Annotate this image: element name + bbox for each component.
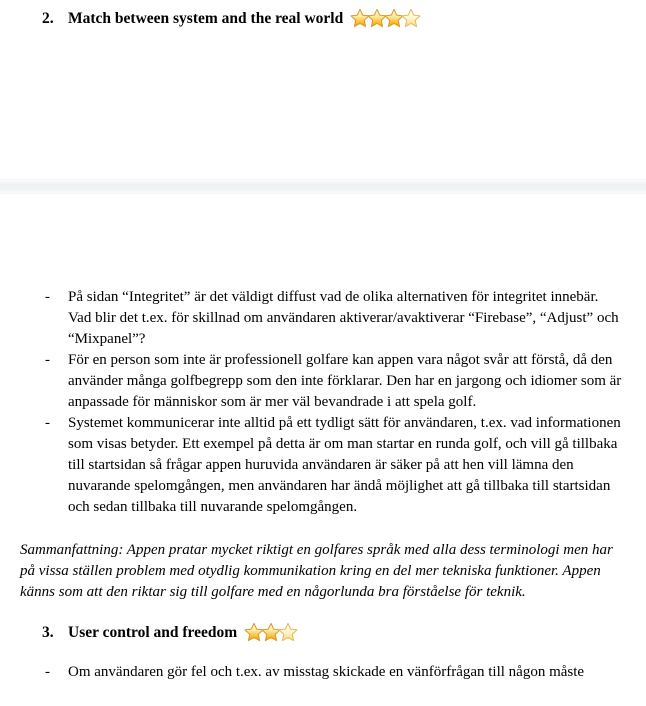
heuristic-3-findings-list bbox=[0, 662, 646, 683]
star-rating bbox=[350, 8, 418, 28]
heading-title: Match between system and the real world bbox=[68, 10, 344, 27]
star-icon bbox=[401, 8, 421, 28]
summary-paragraph: Sammanfattning: Appen pratar mycket riktigt en golfares språk med alla dess terminologi men har på vissa ställen problem med otydlig kommunikation kring en del mer tekniska funktioner. Appen känns som att den riktar sig till golfare med en någorlunda bra förståelse för teknik. bbox=[20, 542, 613, 600]
list-item bbox=[45, 287, 646, 350]
heading-number: 2. bbox=[42, 10, 54, 27]
bullet-dash: - bbox=[45, 664, 50, 680]
heuristic-2-findings-list bbox=[0, 287, 646, 518]
bullet-text: På sidan “Integritet” är det väldigt diffust vad de olika alternativen för integritet innebär. Vad blir det t.ex. för skillnad om användaren aktiverar/avaktiverar “Firebase”, “Adjust” och “Mixpanel”? bbox=[68, 289, 619, 347]
page-break-divider bbox=[0, 179, 646, 194]
heading-title: User control and freedom bbox=[68, 624, 238, 641]
list-item bbox=[45, 350, 646, 413]
list-item bbox=[45, 662, 646, 683]
star-icon bbox=[278, 622, 298, 642]
heuristic-3-heading bbox=[0, 622, 646, 644]
bullet-dash: - bbox=[45, 352, 50, 368]
bullet-dash: - bbox=[45, 415, 50, 431]
page-1-fragment bbox=[0, 0, 646, 30]
bullet-text: Systemet kommunicerar inte alltid på ett tydligt sätt för användaren, t.ex. vad informationen som visas betyder. Ett exempel på detta är om man startar en runda golf, och vill gå tillbaka till startsidan så frågar appen huruvida användaren är säker på att hen vill lämna den nuvarande spelomgången, men användaren har ändå möjlighet att gå tillbaka till startsidan och sedan tillbaka till nuvarande spelomgången. bbox=[68, 415, 621, 515]
bullet-dash: - bbox=[45, 289, 50, 305]
star-rating bbox=[244, 622, 295, 642]
list-item bbox=[45, 413, 646, 518]
bullet-text: Om användaren gör fel och t.ex. av misstag skickade en vänförfrågan till någon måste bbox=[68, 664, 585, 680]
heuristic-2-heading bbox=[0, 0, 646, 30]
bullet-text: För en person som inte är professionell golfare kan appen vara något svår att förstå, då den använder många golfbegrepp som den inte förklarar. Den har en jargong och idiomer som är anpassade för människor som är mer väl bevandrade i att spela golf. bbox=[68, 352, 622, 410]
heading-number: 3. bbox=[42, 624, 54, 641]
page-2-fragment bbox=[0, 287, 646, 683]
